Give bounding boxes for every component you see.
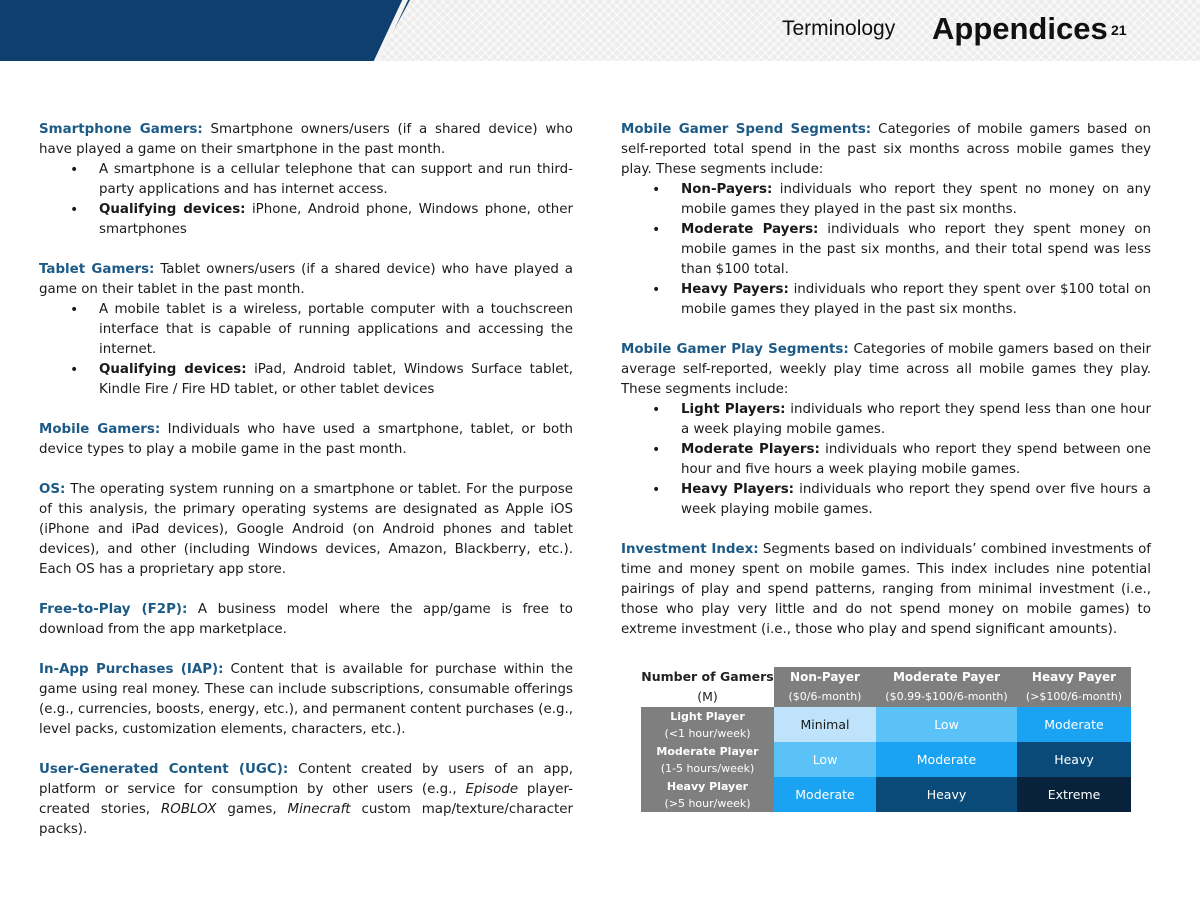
corner-label-unit: (M) (697, 689, 718, 704)
term-definition: Content created by users of an app, platform or service for consumption by other users (e.g., (39, 762, 573, 797)
term-label: Free-to-Play (F2P): (39, 602, 188, 617)
matrix-cell: Low (876, 707, 1017, 742)
bullet-list (39, 300, 573, 400)
matrix-cell: Minimal (774, 707, 876, 742)
column-header-non-payer (774, 667, 876, 707)
column-header-moderate-payer (876, 667, 1017, 707)
term-spend-segments (621, 120, 1151, 320)
term-investment-index (621, 540, 1151, 640)
matrix-cell: Moderate (774, 777, 876, 812)
term-definition: The operating system running on a smartphone or tablet. For the purpose of this analysis, the primary operating systems are designated as Apple iOS (iPhone and iPad devices), Google Android (on Android phones and tablet devices), and other (including Windows devices, Amazon, Blackberry, etc.). Each OS has a proprietary app store. (39, 482, 573, 577)
bullet-term: Non-Payers: (681, 182, 773, 197)
bullet-text: iPad, Android tablet, Windows Surface tablet, Kindle Fire / Fire HD tablet, or other tablet devices (99, 362, 573, 397)
term-f2p (39, 600, 573, 640)
column-header-sub: ($0/6-month) (788, 690, 862, 703)
bullet-term: Heavy Payers: (681, 282, 789, 297)
term-definition: Categories of mobile gamers based on self-reported total spend in the past six months across mobile games they play. These segments include: (621, 122, 1151, 177)
bullet-text: individuals who report they spent money on mobile games in the past six months, and their total spend was less than $100 total. (681, 222, 1151, 277)
matrix-cell: Moderate (1017, 707, 1131, 742)
term-os (39, 480, 573, 580)
term-definition: A business model where the app/game is free to download from the app marketplace. (39, 602, 573, 637)
bullet-text: individuals who report they spend less than one hour a week playing mobile games. (681, 402, 1151, 437)
bullet-list (39, 160, 573, 240)
term-ugc (39, 760, 573, 840)
bullet-list (621, 400, 1151, 520)
term-definition: custom map/texture/character packs). (39, 802, 573, 837)
row-header-sub: (1-5 hours/week) (660, 761, 755, 775)
bullet-text: A smartphone is a cellular telephone that can support and run third-party applications and has internet access. (99, 162, 573, 197)
term-definition: Segments based on individuals’ combined investments of time and money spent on mobile games. This index includes nine potential pairings of play and spend patterns, ranging from minimal investment (i.e., those who play very little and do not spend money on mobile games) to extreme investment (i.e., those who play and spend significant amounts). (621, 542, 1151, 637)
term-label: Mobile Gamer Play Segments: (621, 342, 849, 357)
list-item (39, 360, 573, 400)
list-item (621, 400, 1151, 440)
page-header (0, 0, 1200, 61)
bullet-text: individuals who report they spend over five hours a week playing mobile games. (681, 482, 1151, 517)
section-label: Terminology (782, 17, 896, 40)
bullet-text: iPhone, Android phone, Windows phone, other smartphones (99, 202, 573, 237)
term-definition: Content that is available for purchase within the game using real money. These can include subscriptions, consumable offerings (e.g., currencies, boosts, energy, etc.), and permanent content purchases (e.g., level packs, customization elements, characters, etc.). (39, 662, 573, 737)
investment-index-matrix (641, 667, 1131, 812)
list-item (621, 180, 1151, 220)
matrix-cell: Extreme (1017, 777, 1131, 812)
matrix-cell: Heavy (876, 777, 1017, 812)
right-column (621, 120, 1151, 660)
column-header-sub: ($0.99-$100/6-month) (885, 690, 1008, 703)
row-header-label: Heavy Player (666, 779, 749, 793)
term-label: Mobile Gamers: (39, 422, 161, 437)
term-definition: player-created stories, (39, 782, 573, 817)
list-item (39, 200, 573, 240)
term-label: User-Generated Content (UGC): (39, 762, 289, 777)
row-header-heavy-player (641, 777, 774, 812)
term-definition: Tablet owners/users (if a shared device) who have played a game on their tablet in the past month. (39, 262, 573, 297)
term-label: Mobile Gamer Spend Segments: (621, 122, 872, 137)
bullet-term: Moderate Payers: (681, 222, 819, 237)
term-label: Smartphone Gamers: (39, 122, 203, 137)
list-item (39, 300, 573, 360)
bullet-list (621, 180, 1151, 320)
row-header-sub: (<1 hour/week) (664, 726, 751, 740)
bullet-text: A mobile tablet is a wireless, portable computer with a touchscreen interface that is capable of running applications and accessing the internet. (99, 302, 573, 357)
bullet-term: Light Players: (681, 402, 786, 417)
list-item (621, 280, 1151, 320)
corner-label-bold: Number of Gamers (641, 669, 774, 684)
term-definition: Smartphone owners/users (if a shared device) who have played a game on their smartphone in the past month. (39, 122, 573, 157)
list-item (39, 160, 573, 200)
term-iap (39, 660, 573, 740)
term-definition: games, (216, 802, 288, 817)
bullet-text: individuals who report they spent over $100 total on mobile games they played in the past six months. (681, 282, 1151, 317)
term-label: Tablet Gamers: (39, 262, 155, 277)
matrix-corner-label (641, 667, 774, 707)
page-number: 21 (1111, 22, 1127, 38)
matrix-cell: Moderate (876, 742, 1017, 777)
italic-title: ROBLOX (160, 802, 217, 817)
italic-title: Episode (465, 782, 519, 797)
matrix-row-moderate (641, 742, 1131, 777)
bullet-term: Heavy Players: (681, 482, 795, 497)
term-definition: Individuals who have used a smartphone, tablet, or both device types to play a mobile game in the past month. (39, 422, 573, 457)
row-header-label: Light Player (670, 709, 745, 723)
matrix-cell: Heavy (1017, 742, 1131, 777)
matrix-header-row (641, 667, 1131, 707)
term-mobile-gamers (39, 420, 573, 460)
bullet-term: Qualifying devices: (99, 362, 247, 377)
term-label: In-App Purchases (IAP): (39, 662, 224, 677)
bullet-term: Qualifying devices: (99, 202, 246, 217)
matrix-row-light (641, 707, 1131, 742)
bullet-text: individuals who report they spent no money on any mobile games they played in the past six months. (681, 182, 1151, 217)
term-tablet-gamers (39, 260, 573, 400)
matrix-cell: Low (774, 742, 876, 777)
bullet-text: individuals who report they spend between one hour and five hours a week playing mobile games. (681, 442, 1151, 477)
italic-title: Minecraft (287, 802, 351, 817)
row-header-light-player (641, 707, 774, 742)
row-header-label: Moderate Player (656, 744, 759, 758)
matrix-row-heavy (641, 777, 1131, 812)
column-header-label: Non-Payer (790, 670, 860, 684)
left-column (39, 120, 573, 860)
term-smartphone-gamers (39, 120, 573, 240)
term-label: Investment Index: (621, 542, 759, 557)
row-header-sub: (>5 hour/week) (664, 796, 751, 810)
column-header-sub: (>$100/6-month) (1025, 690, 1123, 703)
column-header-heavy-payer (1017, 667, 1131, 707)
row-header-moderate-player (641, 742, 774, 777)
page-title: Appendices (932, 11, 1108, 46)
header-brand-band (0, 0, 410, 61)
term-definition: Categories of mobile gamers based on their average self-reported, weekly play time across all mobile games they play. These segments include: (621, 342, 1151, 397)
term-play-segments (621, 340, 1151, 520)
list-item (621, 220, 1151, 280)
list-item (621, 480, 1151, 520)
term-label: OS: (39, 482, 66, 497)
column-header-label: Heavy Payer (1031, 670, 1117, 684)
bullet-term: Moderate Players: (681, 442, 820, 457)
column-header-label: Moderate Payer (892, 670, 1001, 684)
list-item (621, 440, 1151, 480)
